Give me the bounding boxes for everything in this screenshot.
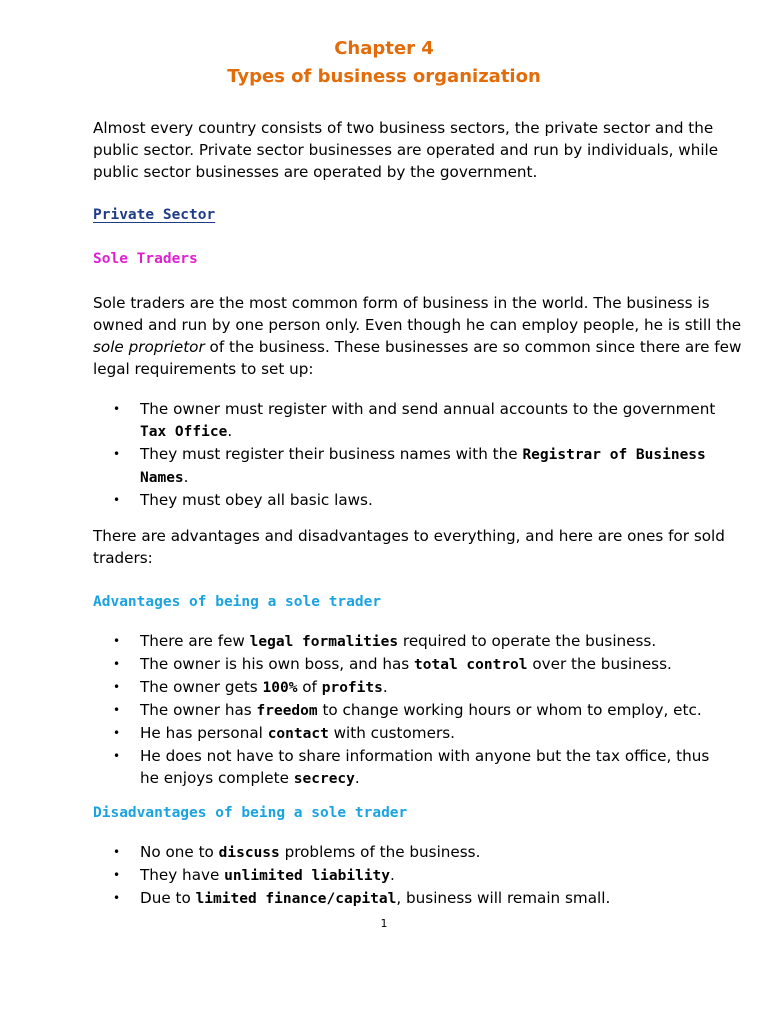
list-item-text: The owner has [140,701,257,719]
list-item-text: The owner must register with and send annual accounts to the government [140,400,716,418]
list-item-text: . [390,866,395,884]
list-item-text: over the business. [527,655,672,673]
list-item-text: of [297,678,322,696]
list-item-text: The owner gets [140,678,263,696]
bold-term: discuss [218,845,280,861]
list-item [93,676,733,699]
sole-traders-paragraph [93,292,743,380]
bullet-icon: • [113,845,121,859]
requirements-list [93,398,733,511]
list-item-text: required to operate the business. [398,632,657,650]
advantages-heading: Advantages of being a sole trader [93,594,382,610]
list-item [93,653,733,676]
list-item-text: , business will remain small. [396,889,611,907]
sole-traders-heading: Sole Traders [93,251,198,267]
bullet-icon: • [113,657,121,671]
disadvantages-heading: Disadvantages of being a sole trader [93,805,408,821]
list-item-text: . [183,468,189,486]
bold-term: profits [321,680,383,696]
bullet-icon: • [113,726,121,740]
list-item-text: He has personal [140,724,268,742]
list-item-text: . [382,678,388,696]
bold-term: limited finance/capital [195,891,397,907]
list-item [93,887,733,910]
bullet-icon: • [113,868,121,882]
list-item [93,443,733,489]
bullet-icon: • [113,680,121,694]
bullet-icon: • [113,447,121,461]
bullet-icon: • [113,402,121,416]
list-item-text: They must obey all basic laws. [140,491,373,509]
advantages-list [93,630,733,790]
list-item [93,489,733,511]
list-item [93,398,733,443]
bold-term: 100% [262,680,298,696]
transition-paragraph: There are advantages and disadvantages to everything, and here are ones for sold traders: [93,527,725,567]
list-item-text: problems of the business. [279,843,481,861]
list-item [93,630,733,653]
bullet-icon: • [113,493,121,507]
list-item [93,745,733,790]
list-item-text: Due to [140,889,196,907]
bullet-icon: • [113,749,121,763]
bullet-icon: • [113,634,121,648]
private-sector-heading: Private Sector [93,207,216,223]
page-number: 1 [380,917,388,930]
sole-para-text-2: of the business. These businesses are so common since there are few legal requirements to set up: [93,338,742,378]
list-item-text: No one to [140,843,219,861]
bold-term: secrecy [293,771,355,787]
disadvantages-list [93,841,733,910]
list-item [93,864,733,887]
list-item-text: There are few [140,632,250,650]
bold-term: freedom [256,703,318,719]
bold-term: Tax Office [140,424,228,440]
list-item-text: to change working hours or whom to employ, etc. [317,701,702,719]
list-item-text: They have [140,866,225,884]
bold-term: legal formalities [249,634,399,650]
chapter-subtitle: Types of business organization [227,66,541,87]
bold-term: unlimited liability [224,868,391,884]
list-item [93,699,733,722]
list-item-text: . [227,422,233,440]
bold-term: contact [267,726,329,742]
list-item-text: He does not have to share information with anyone but the tax office, thus he enjoys complete [140,747,710,787]
sole-para-text-1: Sole traders are the most common form of business in the world. The business is owned and run by one person only. Even though he can employ people, he is still the [93,294,742,334]
bullet-icon: • [113,891,121,905]
sole-proprietor-term: sole proprietor [93,338,205,356]
list-item [93,722,733,745]
bold-term: total control [414,657,528,673]
bullet-icon: • [113,703,121,717]
list-item-text: They must register their business names with the [140,445,523,463]
list-item-text: The owner is his own boss, and has [140,655,415,673]
list-item-text: with customers. [328,724,455,742]
intro-paragraph: Almost every country consists of two business sectors, the private sector and the public sector. Private sector businesses are operated and run by individuals, while public sector businesses are operated by the government. [93,119,719,181]
chapter-title: Chapter 4 [334,38,434,59]
bold-term: Registrar of Business Names [140,447,706,486]
list-item-text: . [354,769,360,787]
list-item [93,841,733,864]
